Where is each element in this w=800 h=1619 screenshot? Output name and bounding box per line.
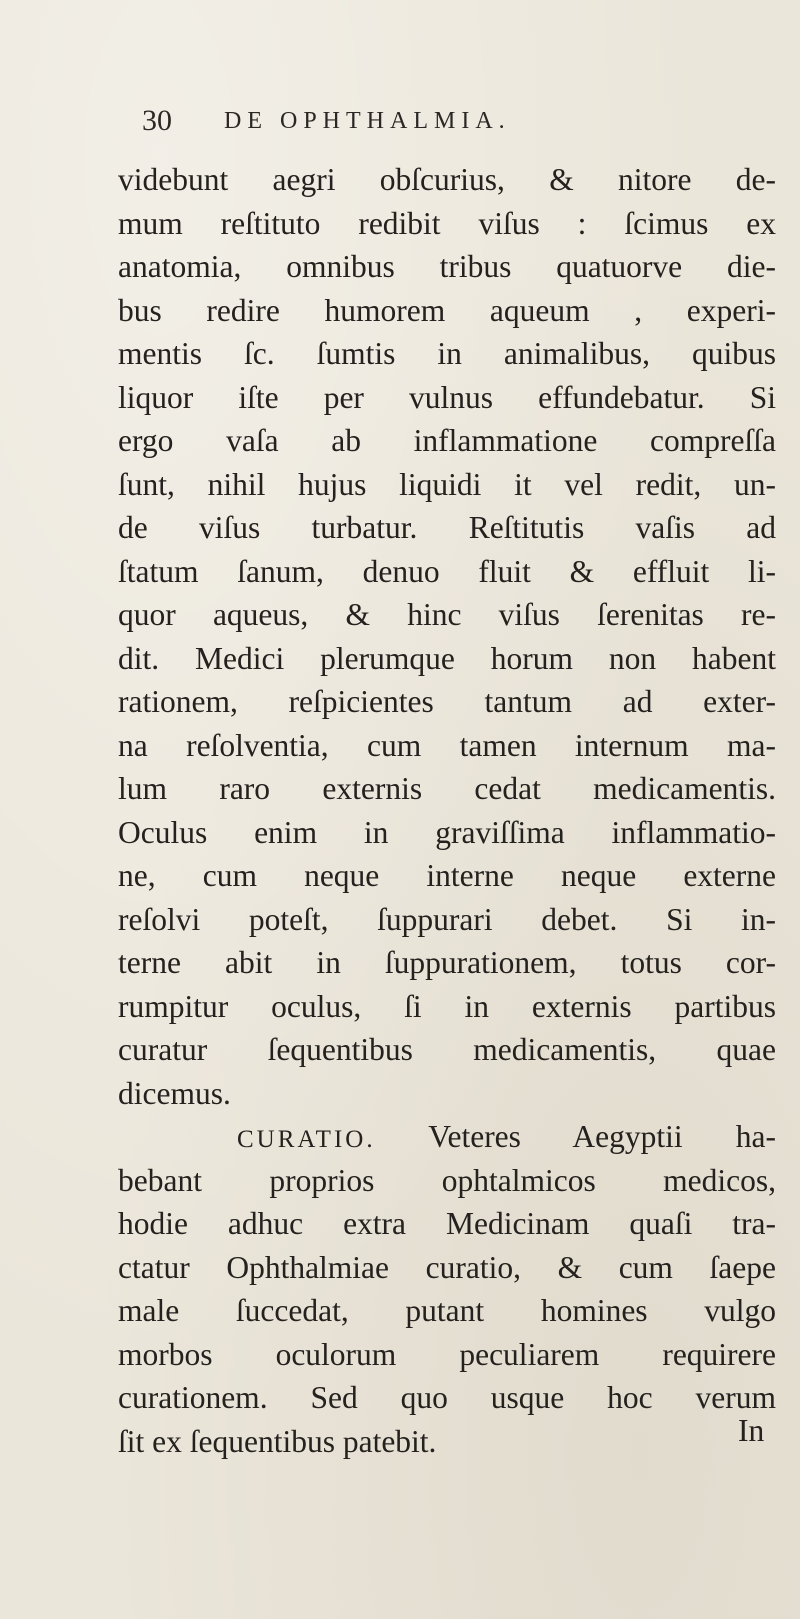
text-line: reſolvi poteſt, ſuppurari debet. Si in-: [118, 901, 776, 937]
text-line: male ſuccedat, putant homines vulgo: [118, 1293, 776, 1328]
text-line: ne, cum neque interne neque externe: [118, 858, 776, 893]
text-line: ſit ex ſequentibus patebit.: [118, 1423, 437, 1459]
text-line: lum raro externis cedat medicamentis.: [118, 771, 776, 806]
text-line: rationem, reſpicientes tantum ad exter-: [118, 684, 776, 719]
text-line: curationem. Sed quo usque hoc verum: [118, 1380, 776, 1415]
text-line: de viſus turbatur. Reſtitutis vaſis ad: [118, 510, 776, 545]
text-line: hodie adhuc extra Medicinam quaſi tra-: [118, 1206, 776, 1241]
text-line: quor aqueus, & hinc viſus ſerenitas re-: [118, 597, 776, 632]
running-title: DE OPHTHALMIA.: [224, 108, 511, 134]
text-line: mentis ſc. ſumtis in animalibus, quibus: [118, 336, 776, 371]
catchword: In: [738, 1413, 765, 1448]
text-line: rumpitur oculus, ſi in externis partibus: [118, 988, 776, 1024]
page-number: 30: [142, 104, 172, 137]
section-heading: CURATIO.: [237, 1126, 376, 1153]
text-line: ergo vaſa ab inflammatione compreſſa: [118, 423, 776, 458]
text-line: ctatur Ophthalmiae curatio, & cum ſaepe: [118, 1249, 776, 1285]
text-line: ſunt, nihil hujus liquidi it vel redit, un-: [118, 466, 776, 502]
text-line: na reſolventia, cum tamen internum ma-: [118, 727, 776, 763]
text-line: terne abit in ſuppurationem, totus cor-: [118, 945, 776, 980]
text-line: bebant proprios ophtalmicos medicos,: [118, 1162, 776, 1198]
body-text: [118, 158, 798, 1463]
text-line: Oculus enim in graviſſima inflammatio-: [118, 814, 776, 850]
section-first-line: [118, 1115, 776, 1159]
text-line: morbos oculorum peculiarem requirere: [118, 1336, 776, 1372]
text-line: ſtatum ſanum, denuo fluit & effluit li-: [118, 553, 776, 589]
text-line: anatomia, omnibus tribus quatuorve die-: [118, 249, 776, 284]
section-line-text: Veteres Aegyptii ha-: [428, 1119, 777, 1154]
text-line: curatur ſequentibus medicamentis, quae: [118, 1032, 776, 1067]
page-header: [142, 101, 662, 141]
text-line: dit. Medici plerumque horum non habent: [118, 640, 776, 676]
text-line: liquor iſte per vulnus effundebatur. Si: [118, 379, 776, 415]
text-line: videbunt aegri obſcurius, & nitore de-: [118, 162, 776, 197]
text-line: dicemus.: [118, 1075, 231, 1111]
text-line: bus redire humorem aqueum , experi-: [118, 292, 776, 328]
text-line: mum reſtituto redibit viſus : ſcimus ex: [118, 205, 776, 241]
